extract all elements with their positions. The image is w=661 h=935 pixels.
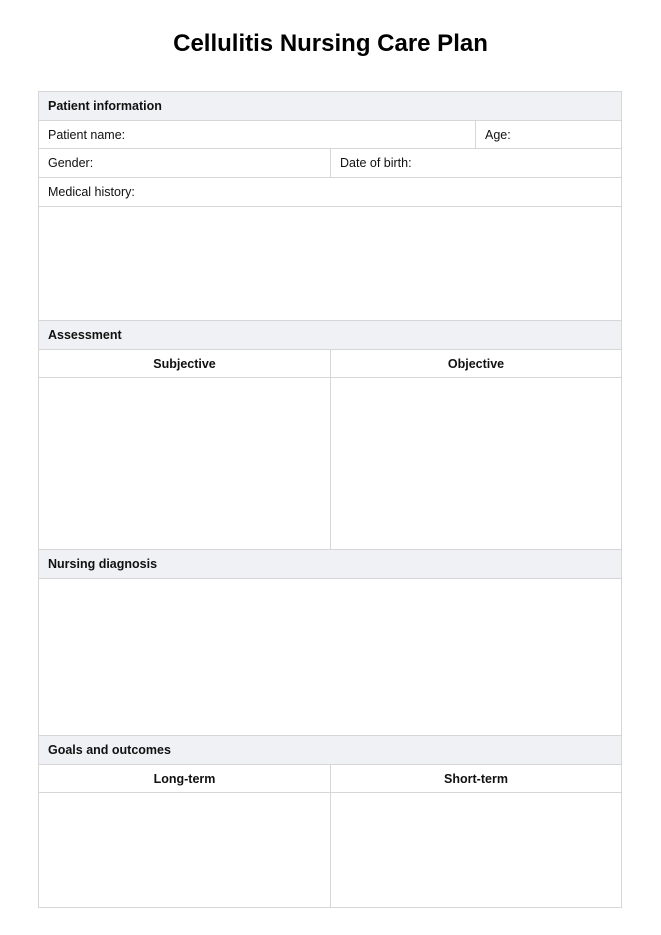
objective-label: Objective [330,350,621,377]
gender-field[interactable] [39,149,330,177]
goals-columns-row [38,764,622,792]
goals-area [38,792,622,908]
short-term-textarea[interactable] [330,793,621,907]
gender-dob-row [38,148,622,177]
dob-label: Date of birth: [340,156,412,170]
assessment-header-row [38,320,622,349]
patient-name-field[interactable] [39,121,475,148]
medical-history-label: Medical history: [48,185,135,199]
subjective-label: Subjective [153,356,216,371]
subjective-textarea[interactable] [39,378,330,549]
short-term-label: Short-term [330,765,621,792]
diagnosis-area [38,578,622,735]
long-term-label: Long-term [153,771,216,786]
medical-history-row [38,177,622,206]
assessment-columns-row [38,349,622,377]
dob-field[interactable] [330,149,621,177]
name-age-row [38,120,622,148]
long-term-textarea[interactable] [39,793,330,907]
goals-header-row [38,735,622,764]
medical-history-textarea[interactable] [39,207,621,320]
assessment-area [38,377,622,549]
page-title: Cellulitis Nursing Care Plan [173,30,488,57]
age-field[interactable] [475,121,621,148]
diagnosis-header-row [38,549,622,578]
goals-heading: Goals and outcomes [39,736,621,764]
diagnosis-heading: Nursing diagnosis [39,550,621,578]
assessment-heading: Assessment [39,321,621,349]
age-label: Age: [485,127,511,142]
gender-label: Gender: [48,156,94,170]
patient-info-header-row [38,91,622,120]
patient-name-label: Patient name: [48,127,126,142]
objective-textarea[interactable] [330,378,621,549]
medical-history-area [38,206,622,320]
care-plan-form [38,91,622,908]
patient-info-heading: Patient information [39,92,621,120]
diagnosis-textarea[interactable] [39,579,621,735]
medical-history-field[interactable] [39,178,621,206]
